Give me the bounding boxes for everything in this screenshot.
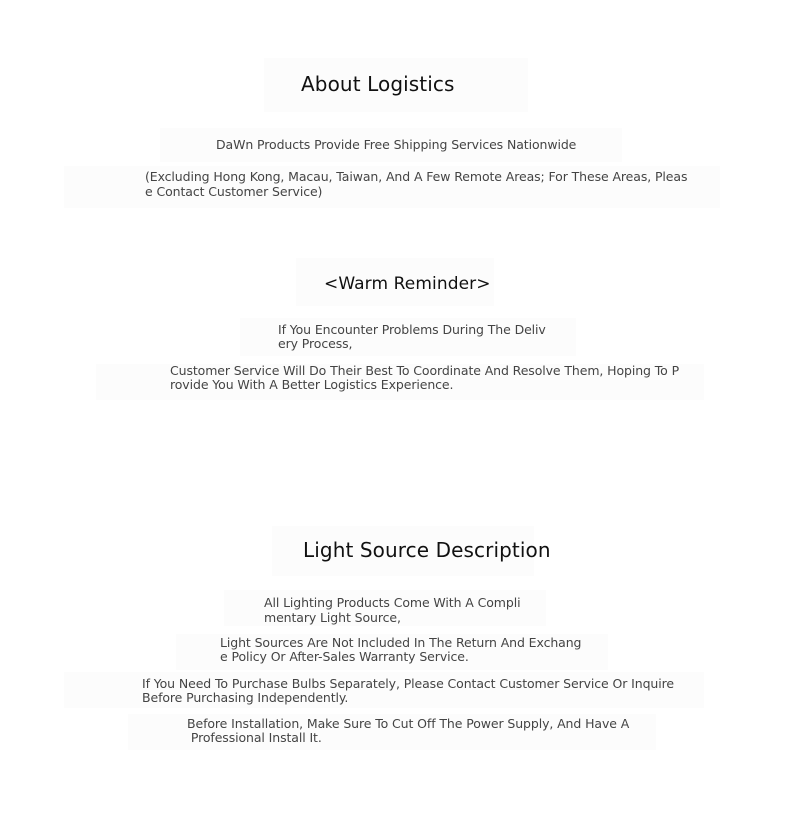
light-bulbs-text-2: Before Purchasing Independently. [142,690,349,705]
logistics-exclusion-text-1: (Excluding Hong Kong, Macau, Taiwan, And A Few Remote Areas; For These Areas, Pleas [145,169,688,184]
light-bulbs-text-1: If You Need To Purchase Bulbs Separately, Please Contact Customer Service Or Inquire [142,676,674,691]
logistics-exclusion-text-2: e Contact Customer Service) [145,184,323,199]
light-installation-text-2: Professional Install It. [187,730,322,745]
light-return-policy-text-1: Light Sources Are Not Included In The Return And Exchang [220,635,582,650]
logistics-title: About Logistics [301,72,455,96]
light-complimentary-text-2: mentary Light Source, [264,610,401,625]
reminder-problem-text-2: ery Process, [278,336,353,351]
reminder-service-text-1: Customer Service Will Do Their Best To Coordinate And Resolve Them, Hoping To P [170,363,680,378]
logistics-shipping-text: DaWn Products Provide Free Shipping Services Nationwide [216,137,577,152]
reminder-problem-text-1: If You Encounter Problems During The Deliv [278,322,546,337]
light-source-title: Light Source Description [303,538,551,562]
light-installation-text-1: Before Installation, Make Sure To Cut Off The Power Supply, And Have A [187,716,630,731]
light-complimentary-text-1: All Lighting Products Come With A Compli [264,595,521,610]
light-return-policy-text-2: e Policy Or After-Sales Warranty Service. [220,649,469,664]
reminder-service-text-2: rovide You With A Better Logistics Experience. [170,377,454,392]
reminder-title: <Warm Reminder> [324,274,491,294]
